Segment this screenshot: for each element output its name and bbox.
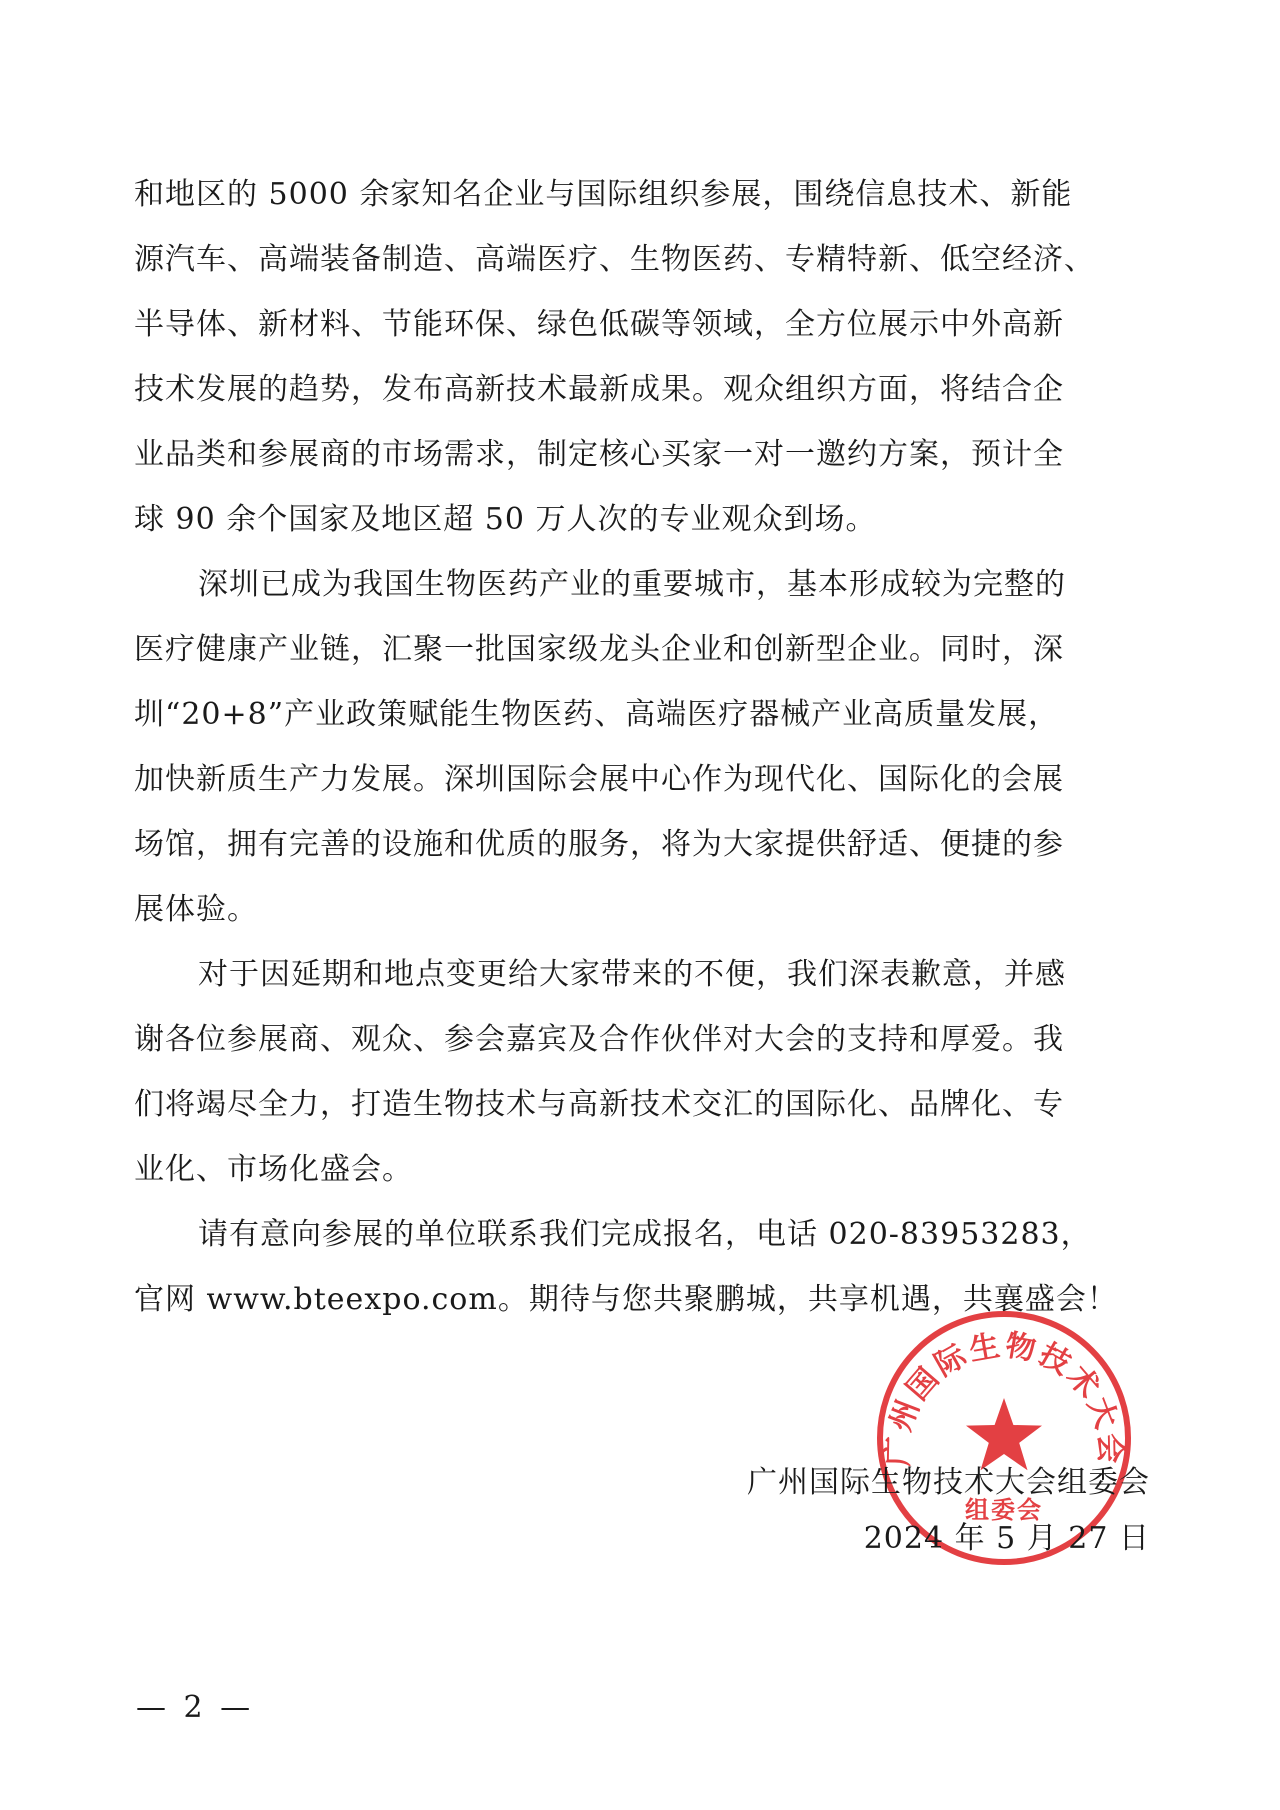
signature-date: 2024 年 5 月 27 日 [863, 1521, 1150, 1556]
text-line: 加快新质生产力发展。深圳国际会展中心作为现代化、国际化的会展 [134, 762, 1064, 797]
text-line: 医疗健康产业链，汇聚一批国家级龙头企业和创新型企业。同时，深 [134, 632, 1064, 667]
text-line: 球 90 余个国家及地区超 50 万人次的专业观众到场。 [134, 502, 877, 537]
text-line: 业化、市场化盛会。 [134, 1152, 413, 1187]
text-line: 半导体、新材料、节能环保、绿色低碳等领域，全方位展示中外高新 [134, 307, 1064, 342]
seal-outer-text: 广州国际生物技术大会 [880, 1327, 1128, 1467]
text-line: 圳“20+8”产业政策赋能生物医药、高端医疗器械产业高质量发展， [134, 697, 1060, 732]
text-line: 深圳已成为我国生物医药产业的重要城市，基本形成较为完整的 [198, 567, 1066, 602]
seal-inner-text: 组委会 [965, 1495, 1043, 1524]
text-line: 场馆，拥有完善的设施和优质的服务，将为大家提供舒适、便捷的参 [134, 827, 1064, 862]
signature-organization: 广州国际生物技术大会组委会 [747, 1465, 1150, 1500]
text-line: 们将竭尽全力，打造生物技术与高新技术交汇的国际化、品牌化、专 [134, 1087, 1064, 1122]
body-text [134, 162, 1149, 1332]
signature-block [747, 1455, 1150, 1567]
text-line: 请有意向参展的单位联系我们完成报名，电话 020-83953283， [198, 1217, 1092, 1252]
text-line: 源汽车、高端装备制造、高端医疗、生物医药、专精特新、低空经济、 [134, 242, 1095, 277]
text-line: 谢各位参展商、观众、参会嘉宾及合作伙伴对大会的支持和厚爱。我 [134, 1022, 1064, 1057]
text-line: 展体验。 [134, 892, 258, 927]
text-line: 业品类和参展商的市场需求，制定核心买家一对一邀约方案，预计全 [134, 437, 1064, 472]
paragraph-shenzhen [134, 552, 1149, 942]
text-line: 和地区的 5000 余家知名企业与国际组织参展，围绕信息技术、新能 [134, 177, 1073, 212]
paragraph-apology [134, 942, 1149, 1202]
page-number: — 2 — [136, 1690, 255, 1725]
paragraph-exhibitors [134, 162, 1149, 552]
text-line: 技术发展的趋势，发布高新技术最新成果。观众组织方面，将结合企 [134, 372, 1064, 407]
text-line: 官网 www.bteexpo.com。期待与您共聚鹏城，共享机遇，共襄盛会！ [134, 1282, 1118, 1317]
text-line: 对于因延期和地点变更给大家带来的不便，我们深表歉意，并感 [198, 957, 1066, 992]
